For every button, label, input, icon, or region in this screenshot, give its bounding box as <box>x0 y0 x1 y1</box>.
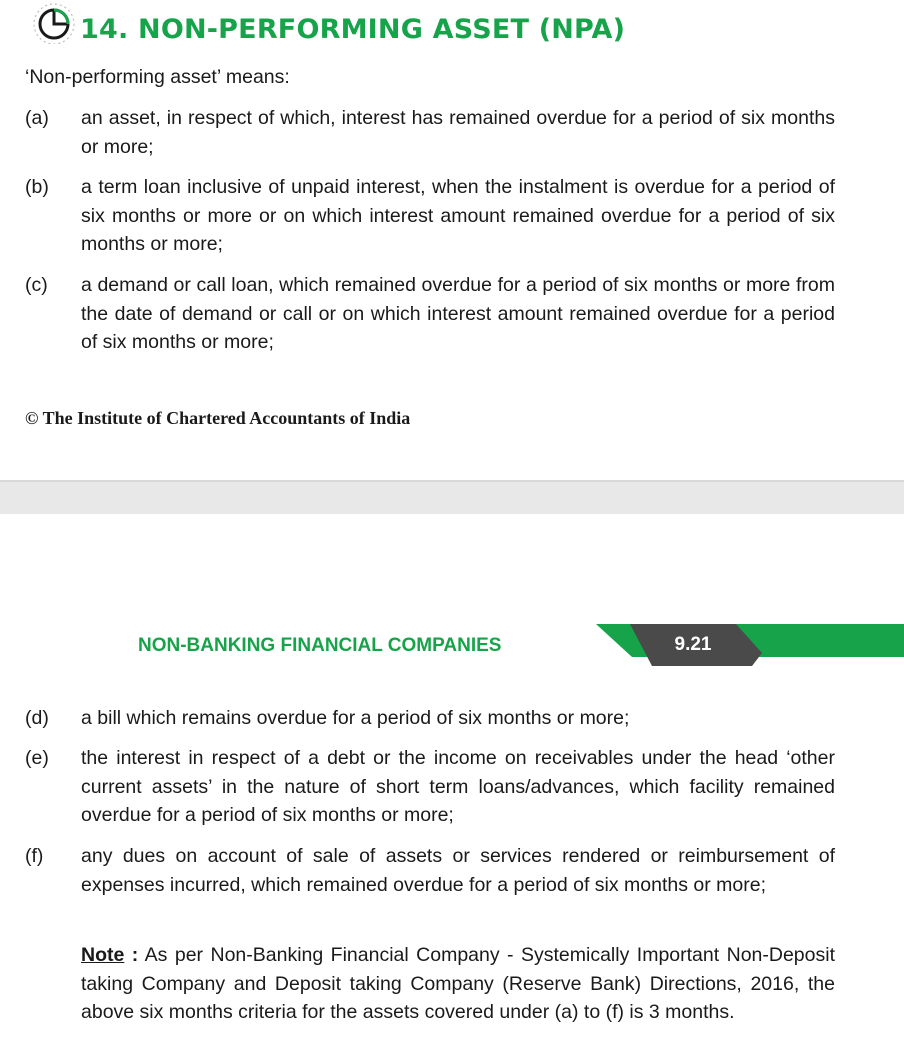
item-text: a bill which remains overdue for a period of six months or more; <box>81 707 630 729</box>
item-text: an asset, in respect of which, interest has remained overdue for a period of six months or more; <box>81 107 835 158</box>
list-item-e <box>25 744 835 830</box>
copyright-footer: © The Institute of Chartered Accountants of India <box>25 408 411 428</box>
item-label: (f) <box>25 845 44 867</box>
list-item-a <box>25 104 835 161</box>
running-title: NON-BANKING FINANCIAL COMPANIES <box>138 635 502 656</box>
item-text: any dues on account of sale of assets or services rendered or reimbursement of expenses incurred, which remained overdue for a period of six months or more; <box>81 845 835 896</box>
item-label: (e) <box>25 747 49 769</box>
section-heading: 14. NON-PERFORMING ASSET (NPA) <box>80 14 626 45</box>
intro-text: ‘Non-performing asset’ means: <box>25 66 290 88</box>
note-text: As per Non-Banking Financial Company - Systemically Important Non-Deposit taking Company and Deposit taking Company (Reserve Bank) Directions, 2016, the above six months criteria for the assets covered under (a) to (f) is 3 months. <box>81 944 835 1023</box>
item-label: (a) <box>25 107 49 129</box>
note-paragraph <box>81 941 835 1027</box>
item-label: (d) <box>25 707 49 729</box>
item-text: a term loan inclusive of unpaid interest, when the instalment is overdue for a period of six months or more or on which interest amount remained overdue for a period of six months or more; <box>81 176 835 255</box>
list-item-f <box>25 842 835 899</box>
list-item-b <box>25 173 835 259</box>
note-colon: : <box>124 944 139 966</box>
list-item-c <box>25 271 835 357</box>
clock-icon <box>18 0 76 44</box>
page-separator <box>0 480 904 514</box>
page-bottom <box>0 514 904 1054</box>
item-label: (b) <box>25 176 49 198</box>
item-text: a demand or call loan, which remained overdue for a period of six months or more from the date of demand or call or on which interest amount remained overdue for a period of six months or more; <box>81 274 835 353</box>
item-text: the interest in respect of a debt or the income on receivables under the head ‘other current assets’ in the nature of short term loans/advances, which facility remained overdue for a period of six months or more; <box>81 747 835 826</box>
item-label: (c) <box>25 274 48 296</box>
page-top <box>0 0 904 480</box>
note-label: Note <box>81 944 125 966</box>
list-item-d <box>25 704 835 733</box>
page-number: 9.21 <box>674 634 712 655</box>
